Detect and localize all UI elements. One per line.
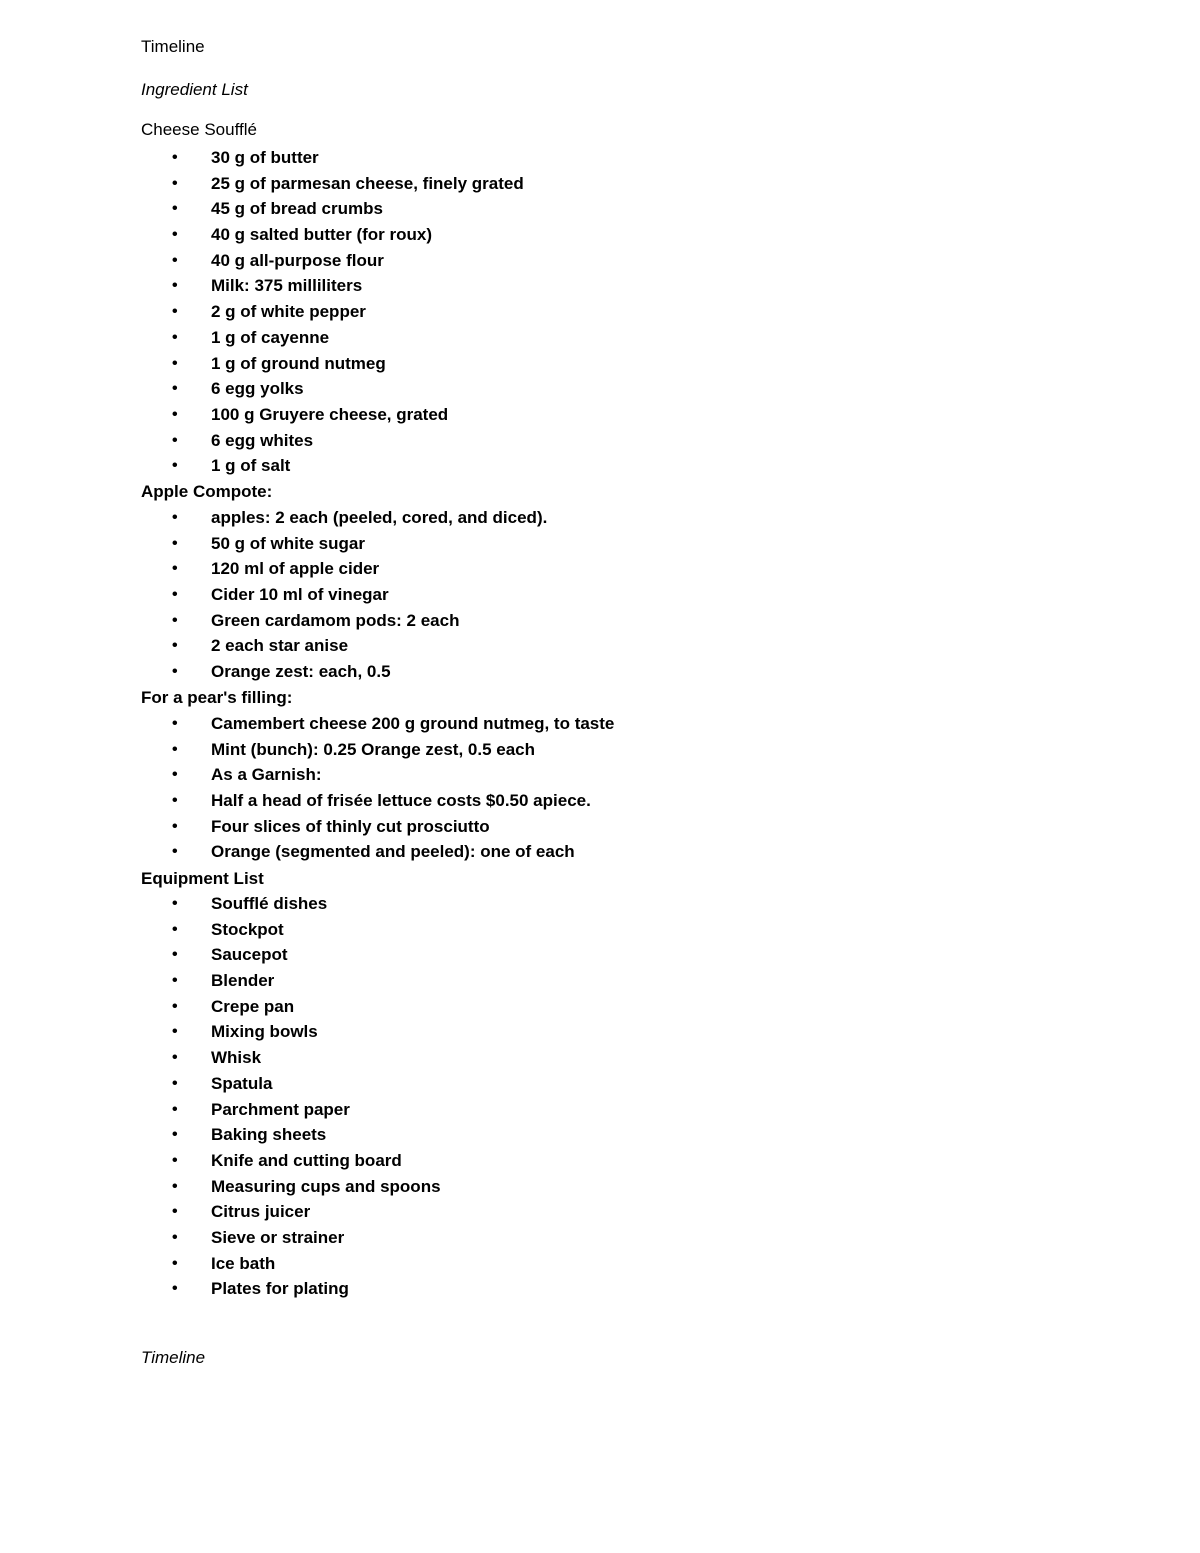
- list-item-text: Mint (bunch): 0.25 Orange zest, 0.5 each: [211, 739, 536, 759]
- document-title: Timeline: [141, 37, 205, 56]
- bullet-icon: •: [172, 663, 178, 681]
- bullet-icon: •: [172, 946, 178, 964]
- bullet-icon: •: [172, 1074, 178, 1092]
- list-item-text: Sieve or strainer: [211, 1227, 345, 1247]
- list-item-text: Citrus juicer: [211, 1202, 311, 1222]
- bullet-icon: •: [172, 997, 178, 1015]
- bullet-icon: •: [172, 149, 178, 166]
- bullet-icon: •: [172, 1203, 178, 1221]
- list-item-text: Stockpot: [211, 919, 284, 939]
- bullet-icon: •: [172, 1151, 178, 1169]
- bullet-icon: •: [172, 251, 178, 269]
- list-item-text: 40 g salted butter (for roux): [211, 225, 433, 245]
- list-item-text: Four slices of thinly cut prosciutto: [211, 816, 490, 836]
- list-item-text: Crepe pan: [211, 996, 295, 1016]
- list-item-text: Spatula: [211, 1073, 273, 1093]
- list-item-text: Orange zest: each, 0.5: [211, 662, 391, 682]
- bullet-icon: •: [172, 920, 178, 938]
- bullet-icon: •: [172, 1126, 178, 1144]
- footer-heading: Timeline: [141, 1348, 206, 1367]
- bullet-icon: •: [172, 277, 178, 295]
- list-item-text: 6 egg yolks: [211, 379, 304, 399]
- bullet-icon: •: [172, 766, 178, 784]
- list-item-text: Knife and cutting board: [211, 1150, 402, 1170]
- compote-heading: Apple Compote:: [141, 482, 273, 501]
- bullet-icon: •: [172, 1023, 178, 1041]
- bullet-icon: •: [172, 457, 178, 475]
- bullet-icon: •: [172, 560, 178, 578]
- list-item-text: Mixing bowls: [211, 1022, 318, 1042]
- list-item-text: 120 ml of apple cider: [211, 559, 380, 579]
- bullet-icon: •: [172, 972, 178, 990]
- list-item-text: Measuring cups and spoons: [211, 1176, 441, 1196]
- list-item-text: 100 g Gruyere cheese, grated: [211, 404, 449, 424]
- list-item-text: 1 g of salt: [211, 456, 291, 476]
- list-item-text: 45 g of bread crumbs: [211, 199, 383, 219]
- list-item-text: 2 g of white pepper: [211, 302, 366, 322]
- bullet-icon: •: [172, 715, 178, 732]
- bullet-icon: •: [172, 431, 178, 449]
- bullet-icon: •: [172, 637, 178, 655]
- list-item-text: Plates for plating: [211, 1279, 349, 1299]
- pear-heading: For a pear's filling:: [141, 688, 293, 707]
- list-item-text: 6 egg whites: [211, 430, 314, 450]
- bullet-icon: •: [172, 200, 178, 218]
- document-subtitle: Ingredient List: [141, 80, 248, 99]
- bullet-icon: •: [172, 534, 178, 552]
- list-item-text: Camembert cheese 200 g ground nutmeg, to taste: [211, 714, 615, 733]
- list-item-text: Half a head of frisée lettuce costs $0.50 apiece.: [211, 791, 591, 811]
- equipment-heading: Equipment List: [141, 869, 264, 888]
- list-item-text: 1 g of ground nutmeg: [211, 353, 386, 373]
- bullet-icon: •: [172, 509, 178, 526]
- list-item-text: Green cardamom pods: 2 each: [211, 610, 460, 630]
- list-item-text: apples: 2 each (peeled, cored, and diced).: [211, 508, 548, 527]
- bullet-icon: •: [172, 1228, 178, 1246]
- list-item-text: Ice bath: [211, 1253, 276, 1273]
- list-item-text: 50 g of white sugar: [211, 533, 365, 553]
- list-item-text: Whisk: [211, 1048, 262, 1068]
- bullet-icon: •: [172, 405, 178, 423]
- list-item-text: 2 each star anise: [211, 636, 349, 656]
- souffle-heading: Cheese Soufflé: [141, 120, 257, 139]
- bullet-icon: •: [172, 328, 178, 346]
- list-item-text: Saucepot: [211, 945, 288, 965]
- bullet-icon: •: [172, 1049, 178, 1067]
- bullet-icon: •: [172, 1177, 178, 1195]
- bullet-icon: •: [172, 226, 178, 244]
- bullet-icon: •: [172, 843, 178, 861]
- list-item-text: Milk: 375 milliliters: [211, 276, 363, 296]
- list-item-text: Soufflé dishes: [211, 894, 328, 913]
- list-item-text: Orange (segmented and peeled): one of each: [211, 842, 575, 862]
- bullet-icon: •: [172, 611, 178, 629]
- bullet-icon: •: [172, 792, 178, 810]
- list-item-text: 1 g of cayenne: [211, 327, 330, 347]
- list-item-text: Parchment paper: [211, 1099, 350, 1119]
- list-item-text: 40 g all-purpose flour: [211, 250, 384, 270]
- bullet-icon: •: [172, 586, 178, 604]
- list-item-text: 25 g of parmesan cheese, finely grated: [211, 173, 524, 193]
- bullet-icon: •: [172, 740, 178, 758]
- list-item-text: As a Garnish:: [211, 765, 322, 785]
- list-item-text: 30 g of butter: [211, 148, 319, 167]
- list-item-text: Blender: [211, 971, 275, 991]
- bullet-icon: •: [172, 354, 178, 372]
- list-item-text: Cider 10 ml of vinegar: [211, 585, 389, 605]
- bullet-icon: •: [172, 380, 178, 398]
- bullet-icon: •: [172, 895, 178, 912]
- bullet-icon: •: [172, 1100, 178, 1118]
- bullet-icon: •: [172, 1280, 178, 1298]
- bullet-icon: •: [172, 303, 178, 321]
- bullet-icon: •: [172, 174, 178, 192]
- bullet-icon: •: [172, 817, 178, 835]
- list-item-text: Baking sheets: [211, 1125, 327, 1145]
- bullet-icon: •: [172, 1254, 178, 1272]
